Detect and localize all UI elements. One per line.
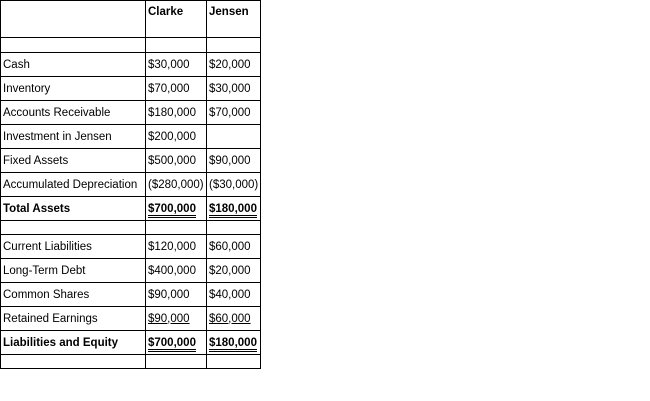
jensen-value: $30,000 (207, 77, 261, 101)
total-liabilities-equity-label: Liabilities and Equity (1, 331, 146, 355)
table-row (1, 149, 261, 173)
clarke-value: $200,000 (146, 125, 207, 149)
jensen-value: $20,000 (207, 53, 261, 77)
total-assets-jensen: $180,000 (209, 203, 257, 218)
total-liabilities-equity-clarke: $700,000 (148, 337, 196, 352)
row-label: Inventory (1, 77, 146, 101)
spacer-row (1, 221, 261, 235)
jensen-value (207, 125, 261, 149)
jensen-value: $70,000 (207, 101, 261, 125)
row-label: Investment in Jensen (1, 125, 146, 149)
jensen-value: $40,000 (207, 283, 261, 307)
row-label: Accounts Receivable (1, 101, 146, 125)
jensen-value: $60,000 (209, 312, 251, 325)
balance-sheet-table (0, 0, 261, 369)
row-label: Cash (1, 53, 146, 77)
row-label: Retained Earnings (1, 307, 146, 331)
total-assets-row (1, 197, 261, 221)
row-label: Current Liabilities (1, 235, 146, 259)
header-row (1, 1, 261, 38)
jensen-value: $20,000 (207, 259, 261, 283)
total-liabilities-equity-row (1, 331, 261, 355)
total-assets-clarke: $700,000 (148, 203, 196, 218)
jensen-value: ($30,000) (207, 173, 261, 197)
header-cell-label (1, 1, 146, 38)
clarke-value: $70,000 (146, 77, 207, 101)
jensen-value: $60,000 (207, 235, 261, 259)
table-row (1, 101, 261, 125)
header-cell-clarke: Clarke (146, 1, 207, 38)
row-label: Long-Term Debt (1, 259, 146, 283)
row-label: Common Shares (1, 283, 146, 307)
spacer-row (1, 355, 261, 369)
clarke-value: ($280,000) (146, 173, 207, 197)
row-label: Accumulated Depreciation (1, 173, 146, 197)
clarke-value: $120,000 (146, 235, 207, 259)
header-cell-jensen: Jensen (207, 1, 261, 38)
table-row (1, 307, 261, 331)
total-assets-label: Total Assets (1, 197, 146, 221)
table-row (1, 259, 261, 283)
table-row (1, 283, 261, 307)
clarke-value: $30,000 (146, 53, 207, 77)
total-liabilities-equity-jensen: $180,000 (209, 337, 257, 352)
spacer-row (1, 38, 261, 53)
clarke-value: $400,000 (146, 259, 207, 283)
table-row (1, 53, 261, 77)
clarke-value: $90,000 (148, 312, 190, 325)
clarke-value: $180,000 (146, 101, 207, 125)
clarke-value: $90,000 (146, 283, 207, 307)
table-row (1, 77, 261, 101)
clarke-value: $500,000 (146, 149, 207, 173)
table-row (1, 125, 261, 149)
row-label: Fixed Assets (1, 149, 146, 173)
jensen-value: $90,000 (207, 149, 261, 173)
table-row (1, 173, 261, 197)
table-row (1, 235, 261, 259)
